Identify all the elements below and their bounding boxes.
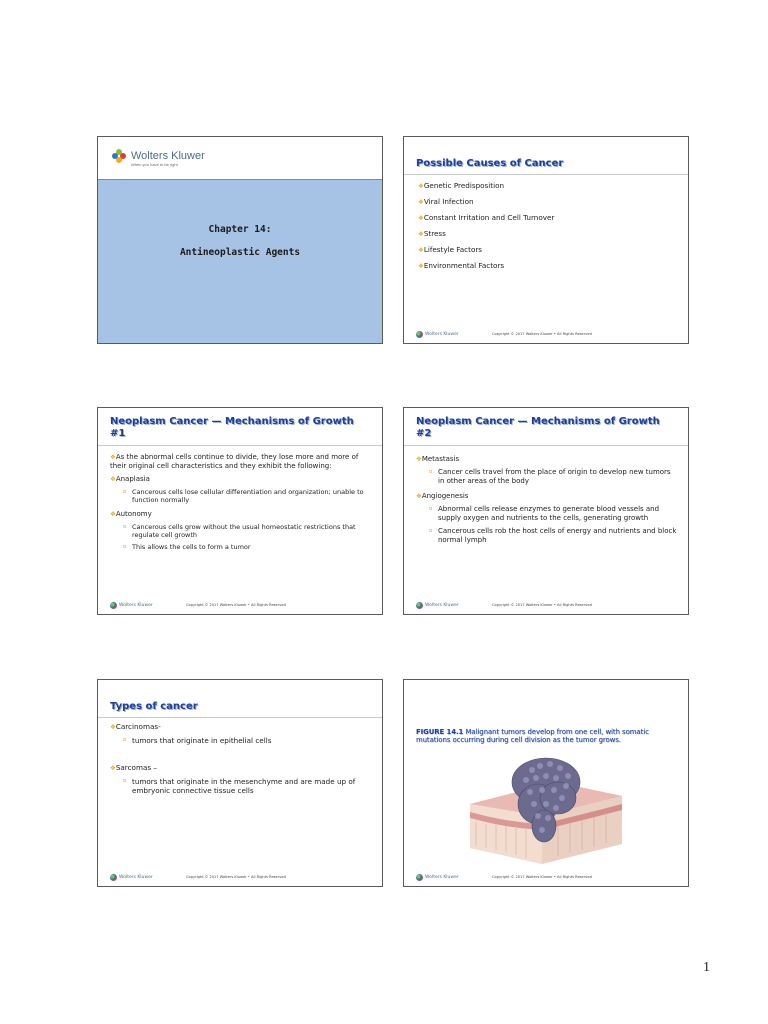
diamond-bullet-icon: ❖: [110, 453, 116, 461]
footer-logo: Wolters Kluwer: [416, 602, 459, 609]
list-item: ❖Genetic Predisposition: [418, 181, 505, 190]
list-item: ❖Lifestyle Factors: [418, 245, 483, 254]
wk-logo-icon: [110, 874, 117, 881]
slide-causes: [403, 136, 689, 344]
diamond-bullet-icon: ❖: [110, 764, 116, 772]
list-item: ❖Environmental Factors: [418, 261, 505, 270]
logo-name: Wolters Kluwer: [131, 150, 205, 162]
slide-growth-1: [97, 407, 383, 615]
tumor-illustration: [466, 752, 626, 867]
slide-title: [97, 136, 383, 344]
copyright: Copyright © 2017 Wolters Kluwer • All Rights Reserved: [492, 603, 592, 607]
footer-logo: Wolters Kluwer: [110, 874, 153, 881]
list-item: ❖Metastasis: [416, 455, 460, 463]
slide-title: Types of cancer: [110, 701, 198, 712]
title-divider: [404, 174, 688, 175]
sub-list-item: o tumors that originate in the mesenchyme and are made up of embryonic connective tissue cells: [123, 777, 372, 795]
diamond-bullet-icon: ❖: [418, 198, 424, 206]
diamond-bullet-icon: ❖: [110, 475, 116, 483]
list-item: ❖Autonomy: [110, 510, 152, 518]
slide-footer: [416, 330, 678, 340]
list-item: ❖As the abnormal cells continue to divide, they lose more and more of their original cell characteristics and they exhibit the following:: [110, 453, 359, 470]
sub-list-item: o Cancerous cells grow without the usual homeostatic restrictions that regulate cell growth: [123, 523, 372, 539]
slide-types: [97, 679, 383, 887]
diamond-bullet-icon: ❖: [418, 214, 424, 222]
slide-title: Possible Causes of Cancer: [416, 158, 564, 169]
bullet-list: [110, 453, 372, 557]
list-item: ❖Viral Infection: [418, 197, 474, 206]
wk-logo-icon: [112, 149, 127, 164]
title-divider: [404, 445, 688, 446]
sub-list-item: o Cancerous cells rob the host cells of energy and nutrients and block normal lymph: [429, 527, 678, 545]
diamond-bullet-icon: ❖: [418, 230, 424, 238]
diamond-bullet-icon: ❖: [416, 492, 422, 500]
list-item: ❖Sarcomas –: [110, 763, 157, 772]
slide-footer: [110, 601, 372, 611]
slide-title: Neoplasm Cancer — Mechanisms of Growth #2: [416, 416, 660, 439]
diamond-bullet-icon: ❖: [416, 455, 422, 463]
slide-title: Neoplasm Cancer — Mechanisms of Growth #1: [110, 416, 354, 439]
diamond-bullet-icon: ❖: [418, 246, 424, 254]
title-divider: [98, 717, 382, 718]
slide-footer: [110, 873, 372, 883]
sub-list-item: o tumors that originate in epithelial cells: [123, 736, 372, 745]
copyright: Copyright © 2017 Wolters Kluwer • All Rights Reserved: [186, 875, 286, 879]
footer-logo: Wolters Kluwer: [416, 331, 459, 338]
sub-list-item: o Cancer cells travel from the place of origin to develop new tumors in other areas of the body: [429, 468, 678, 486]
wk-logo-icon: [416, 602, 423, 609]
bullet-list: [418, 181, 680, 277]
slide-footer: [416, 873, 678, 883]
slide-footer: [416, 601, 678, 611]
figure-label: FIGURE 14.1: [416, 728, 464, 736]
footer-logo: Wolters Kluwer: [416, 874, 459, 881]
copyright: Copyright © 2017 Wolters Kluwer • All Rights Reserved: [492, 332, 592, 336]
diamond-bullet-icon: ❖: [418, 262, 424, 270]
list-item: ❖Anaplasia: [110, 475, 150, 483]
diamond-bullet-icon: ❖: [418, 182, 424, 190]
list-item: ❖Carcinomas-: [110, 722, 161, 731]
copyright: Copyright © 2017 Wolters Kluwer • All Rights Reserved: [186, 603, 286, 607]
copyright: Copyright © 2017 Wolters Kluwer • All Rights Reserved: [492, 875, 592, 879]
figure-caption: FIGURE 14.1 Malignant tumors develop from one cell, with somatic mutations occurring during cell division as the tumor grows.: [416, 728, 649, 744]
diamond-bullet-icon: ❖: [110, 723, 116, 731]
chapter-number: Chapter 14:: [208, 224, 272, 235]
sub-list-item: o Cancerous cells lose cellular differentiation and organization; unable to function normally: [123, 488, 372, 504]
bullet-list: [416, 455, 678, 551]
wk-logo-icon: [110, 602, 117, 609]
title-divider: [98, 445, 382, 446]
slide-growth-2: [403, 407, 689, 615]
list-item: ❖Stress: [418, 229, 446, 238]
wk-logo-icon: [416, 331, 423, 338]
chapter-topic: Antineoplastic Agents: [179, 247, 301, 258]
slide-figure: [403, 679, 689, 887]
list-item: ❖Angiogenesis: [416, 492, 469, 500]
logo-tagline: When you have to be right: [131, 162, 178, 167]
sub-list-item: o Abnormal cells release enzymes to generate blood vessels and supply oxygen and nutrients to the cells, generating growth: [429, 505, 678, 523]
slide-header: [98, 137, 382, 179]
bullet-list: [110, 722, 372, 801]
title-panel: [98, 179, 382, 344]
page-number: 1: [703, 960, 710, 975]
wk-logo-icon: [416, 874, 423, 881]
diamond-bullet-icon: ❖: [110, 510, 116, 518]
footer-logo: Wolters Kluwer: [110, 602, 153, 609]
wolters-kluwer-logo: [112, 149, 205, 167]
list-item: ❖Constant Irritation and Cell Turnover: [418, 213, 555, 222]
sub-list-item: o This allows the cells to form a tumor: [123, 543, 372, 551]
